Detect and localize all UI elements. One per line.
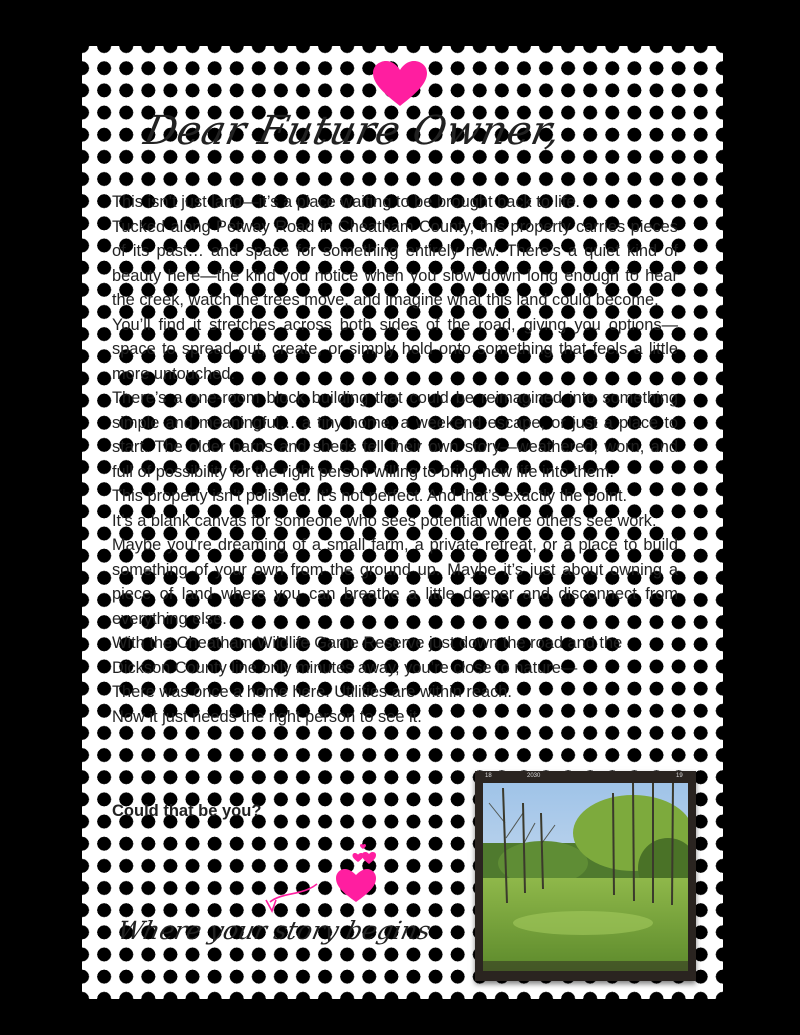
film-number: 19 — [676, 773, 683, 779]
signature-tagline: Where your story begins — [114, 916, 434, 945]
letter-card — [82, 46, 723, 999]
letter-paragraph: It’s a blank canvas for someone who sees potential where others see work. — [112, 511, 657, 530]
hearts-cluster-icon — [334, 842, 384, 904]
closing-question: Could that be you? — [112, 802, 262, 820]
film-number: 18 — [485, 773, 492, 779]
curved-arrow-icon — [260, 878, 324, 918]
letter-body — [112, 190, 678, 729]
letter-paragraph: This property isn’t polished. It’s not perfect. And that’s exactly the point. — [112, 487, 628, 505]
letter-paragraph: You’ll find it stretches across both sides of the road, giving you options—space to spread out, create, or simply hold onto something that feels a little more untouched. — [112, 315, 678, 383]
letter-paragraph: Tucked along Petway Road in Cheatham County, this property carries pieces of its past… and space for something entirely new. There’s a quiet kind of beauty here—the kind you notice when you slow down long enough to hear the creek, watch the trees move, and imagine what this land could become. — [112, 217, 678, 309]
salutation: Dear Future Owner, — [140, 108, 566, 154]
film-number: 2030 — [527, 773, 541, 779]
heart-icon — [372, 60, 428, 108]
land-photo — [483, 783, 688, 971]
letter-paragraph: Now it just needs the right person to see it. — [112, 707, 422, 726]
letter-paragraph: There’s a one-room block building that could be reimagined into something simple and meaningful… a tiny home, a weekend escape, or just a place to start. The older barns and sheds tell their own story—weathered, worn, and full of possibility for the right person willing to bring new life into them. — [112, 389, 678, 481]
letter-paragraph: With the Cheatham Wildlife Game Reserve just down the road and the Dickson County line only minutes away, you’re close to nature— — [112, 634, 623, 677]
letter-paragraph: Maybe you’re dreaming of a small farm, a private retreat, or a place to build something of your own from the ground up. Maybe it’s just about owning a piece of land where you can breathe a little deeper and disconnect from everything else. — [112, 536, 678, 628]
photo-frame — [475, 771, 696, 981]
letter-paragraph: This isn’t just land—it’s a place waiting to be brought back to life. — [112, 193, 580, 211]
letter-paragraph: There was once a home here. Utilities are within reach. — [112, 683, 512, 701]
